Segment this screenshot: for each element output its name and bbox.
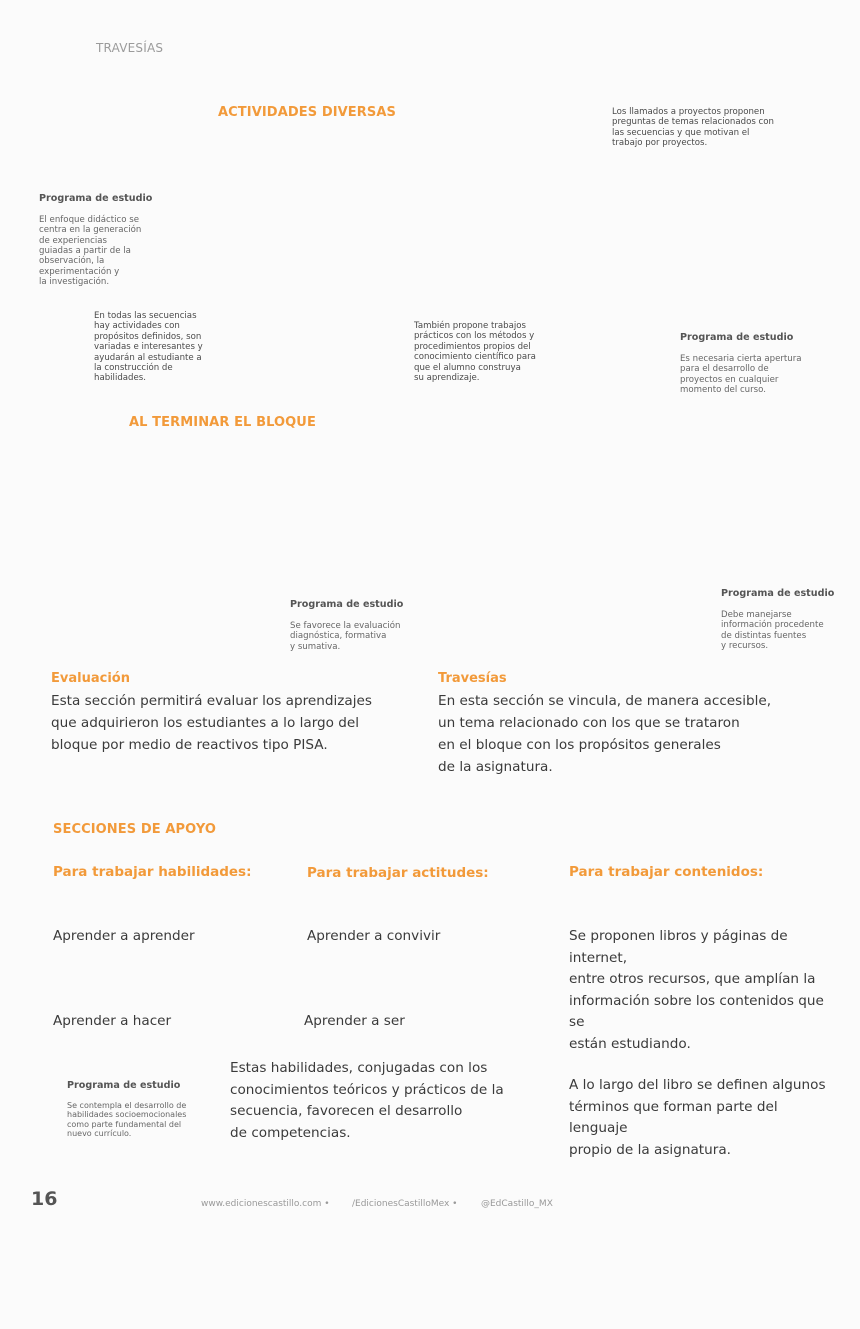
habilidades-paragraph: Estas habilidades, conjugadas con los conocimientos teóricos y prácticos de la secuencia, favorecen el desarrollo de competencias.	[230, 1060, 504, 1141]
note-proyectos: Los llamados a proyectos proponen preguntas de temas relacionados con las secuencias y que motivan el trabajo por proyectos.	[612, 107, 774, 149]
note-title: Programa de estudio	[290, 599, 404, 611]
note-title: Programa de estudio	[67, 1080, 181, 1092]
footer-facebook-link[interactable]: /EdicionesCastilloMex •	[352, 1199, 458, 1209]
note-title: Programa de estudio	[39, 193, 153, 205]
item-aprender-a-hacer: Aprender a hacer	[53, 1013, 172, 1029]
note-secuencias: En todas las secuencias hay actividades con propósitos definidos, son variadas e interesantes y ayudarán al estudiante a la construcción de habilidades.	[94, 311, 203, 384]
note-programa-apertura	[680, 322, 802, 395]
heading-secciones-de-apoyo: SECCIONES DE APOYO	[53, 822, 217, 837]
footer-twitter-link[interactable]: @EdCastillo_MX	[481, 1199, 553, 1209]
note-programa-socioemocionales	[67, 1071, 186, 1138]
heading-actividades-diversas: ACTIVIDADES DIVERSAS	[218, 105, 396, 120]
col-head-contenidos: Para trabajar contenidos:	[569, 864, 764, 880]
evaluacion-title: Evaluación	[51, 671, 130, 686]
item-aprender-a-aprender: Aprender a aprender	[53, 928, 195, 944]
note-body: Debe manejarse información procedente de distintas fuentes y recursos.	[721, 609, 824, 652]
contenidos-para-1: Se proponen libros y páginas de internet, entre otros recursos, que amplían la información sobre los contenidos que se están estudiando.	[569, 928, 824, 1052]
page-number: 16	[31, 1188, 58, 1210]
note-programa-evaluacion	[290, 589, 403, 652]
note-programa-fuentes	[721, 578, 834, 651]
note-title: Programa de estudio	[721, 588, 835, 600]
item-aprender-a-convivir: Aprender a convivir	[307, 928, 441, 944]
note-trabajos-practicos: También propone trabajos prácticos con los métodos y procedimientos propios del conocimiento científico para que el alumno construya su aprendizaje.	[414, 321, 536, 384]
footer-website-link[interactable]: www.edicionescastillo.com •	[201, 1199, 330, 1209]
note-body: Se favorece la evaluación diagnóstica, formativa y sumativa.	[290, 620, 401, 652]
evaluacion-body: Esta sección permitirá evaluar los aprendizajes que adquirieron los estudiantes a lo largo del bloque por medio de reactivos tipo PISA.	[51, 693, 372, 753]
note-programa-enfoque	[39, 183, 152, 288]
running-header: TRAVESÍAS	[96, 41, 164, 55]
note-body: El enfoque didáctico se centra en la generación de experiencias guiadas a partir de la observación, la experimentación y la investigación.	[39, 214, 142, 288]
note-body: Se contempla el desarrollo de habilidades socioemocionales como parte fundamental del nuevo currículo.	[67, 1100, 187, 1139]
col-head-habilidades: Para trabajar habilidades:	[53, 864, 252, 880]
note-body: Es necesaria cierta apertura para el desarrollo de proyectos en cualquier momento del curso.	[680, 353, 802, 396]
contenidos-para-2: A lo largo del libro se definen algunos términos que forman parte del lenguaje propio de la asignatura.	[569, 1077, 826, 1158]
item-aprender-a-ser: Aprender a ser	[304, 1013, 405, 1029]
travesias-title: Travesías	[438, 671, 507, 686]
heading-al-terminar-el-bloque: AL TERMINAR EL BLOQUE	[129, 415, 316, 430]
note-title: Programa de estudio	[680, 332, 794, 344]
col-head-actitudes: Para trabajar actitudes:	[307, 865, 489, 881]
travesias-body: En esta sección se vincula, de manera accesible, un tema relacionado con los que se trataron en el bloque con los propósitos generales de la asignatura.	[438, 693, 772, 775]
